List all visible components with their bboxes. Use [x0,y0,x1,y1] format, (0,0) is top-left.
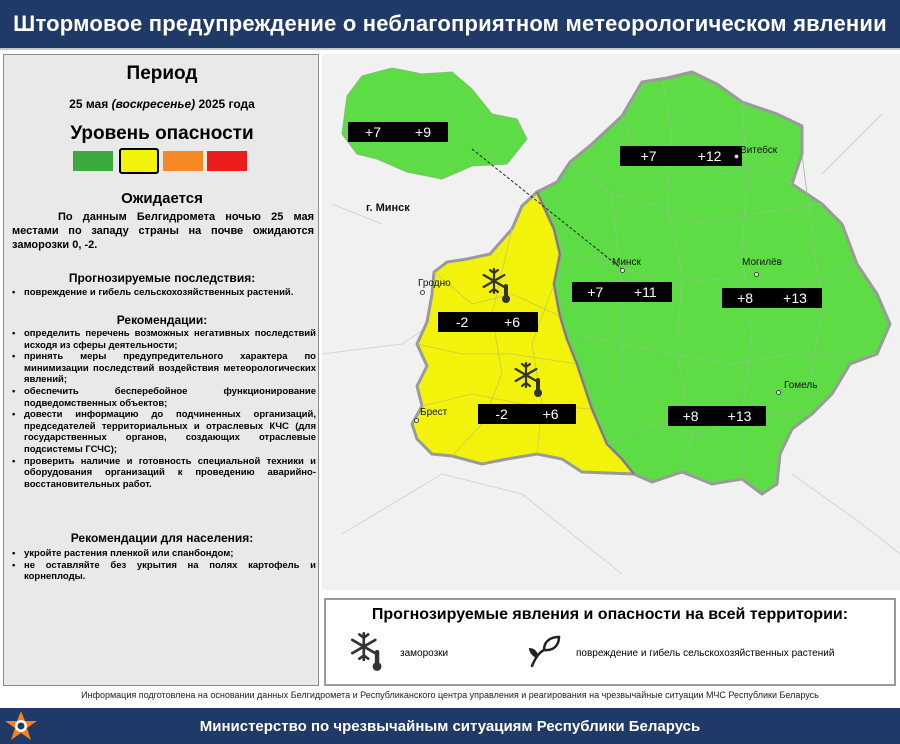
period-date-year: 2025 года [195,97,255,111]
expected-text: По данным Белгидромета ночью 25 мая местами по западу страны на почве ожидаются заморозки 0, -2. [12,211,314,251]
city-label-minsk: Минск [612,257,641,268]
city-marker-vitebsk [734,154,739,159]
ministry-name: Министерство по чрезвычайным ситуациям Республики Беларусь [199,717,701,735]
temperature-min: +8 [682,408,699,424]
temperature-min: -2 [455,314,469,330]
temperature-min: -2 [495,406,508,422]
city-label-vitebsk: Витебск [740,145,778,156]
city-label-mogilev: Могилёв [742,257,782,268]
temperature-max: +9 [415,124,431,140]
bottom-banner [0,708,900,744]
city-marker-minsk [620,268,625,273]
expected-title: Ожидается [121,190,203,207]
danger-level-red [207,151,247,171]
temperature-min: +7 [640,148,657,164]
legend-title: Прогнозируемые явления и опасности на всей территории: [371,606,849,623]
frost-thermometer-icon [480,266,512,304]
page-title: Штормовое предупреждение о неблагоприятном метеорологическом явлении [13,11,887,36]
temperature-max: +6 [504,314,521,330]
period-date-weekday: (воскресенье) [111,97,196,111]
temperature-min: +7 [587,284,604,300]
temperature-max: +11 [633,284,657,300]
snowflake-thermometer-icon [348,630,384,672]
period-date [4,97,320,111]
danger-level-green [73,151,113,171]
recommendations-list [12,328,316,490]
recommendations-title: Рекомендации: [116,313,208,327]
list-item: • определить перечень возможных негативных последствий исходя из сферы деятельности; [12,328,316,351]
danger-level-title: Уровень опасности [70,123,254,144]
danger-level-yellow [119,148,159,174]
consequences-title: Прогнозируемые последствия: [68,271,256,285]
source-info: Информация подготовлена на основании данных Белгидромета и Республиканского центра управления и реагирования на чрезвычайные ситуации МЧС Республики Беларусь [81,690,819,700]
temperature-max: +12 [697,148,722,164]
population-list [12,548,316,583]
list-item: • обеспечить бесперебойное функционирование подведомственных объектов; [12,386,316,409]
temperature-min: +8 [737,290,754,306]
temperature-label-minsk [572,282,672,302]
temperature-label-mogilev [722,288,822,308]
city-label-gomel: Гомель [784,380,818,391]
temperature-label-brest [478,404,576,424]
list-item: • проверить наличие и готовность специальной техники и оборудования организаций к проведению аварийно-восстановительных работ. [12,456,316,491]
danger-level-orange [163,151,203,171]
danger-level-scale [71,151,251,173]
list-item: • повреждение и гибель сельскохозяйственных растений. [12,287,316,299]
list-item: • принять меры предупредительного характера по минимизации последствий воздействия метеорологических явлений; [12,351,316,386]
list-item: • укройте растения пленкой или спанбондом; [12,548,316,560]
list-item: • не оставляйте без укрытия на полях картофель и корнеплоды. [12,560,316,583]
temperature-label-minsk-city [348,122,448,142]
temperature-max: +13 [783,290,807,306]
temperature-max: +13 [727,408,752,424]
legend-panel [324,598,896,686]
city-label-minsk-city: г. Минск [366,202,410,214]
temperature-max: +6 [542,406,559,422]
city-marker-gomel [776,390,781,395]
temperature-min: +7 [365,124,381,140]
city-marker-brest [414,418,419,423]
period-date-day: 25 мая [69,97,112,111]
city-marker-grodno [420,290,425,295]
temperature-label-gomel [668,406,766,426]
legend-label-crops: повреждение и гибель сельскохозяйственных растений [576,648,835,659]
population-title: Рекомендации для населения: [70,531,254,545]
city-marker-mogilev [754,272,759,277]
info-panel [3,54,319,686]
frost-thermometer-icon [512,360,544,398]
consequences-list [12,287,316,299]
top-banner [0,0,900,50]
city-label-grodno: Гродно [418,278,451,289]
sprout-icon [526,634,562,670]
list-item: • довести информацию до подчиненных организаций, председателей территориальных и отраслевых КЧС (для государственных органов, создающих отраслевые подсистемы ГСЧС); [12,409,316,455]
temperature-label-vitebsk [620,146,742,166]
legend-label-frost: заморозки [400,648,449,659]
mchs-emblem-icon [4,710,38,742]
belarus-map [322,54,900,590]
period-title: Период [126,63,198,84]
temperature-label-grodno [438,312,538,332]
city-label-brest: Брест [420,407,448,418]
